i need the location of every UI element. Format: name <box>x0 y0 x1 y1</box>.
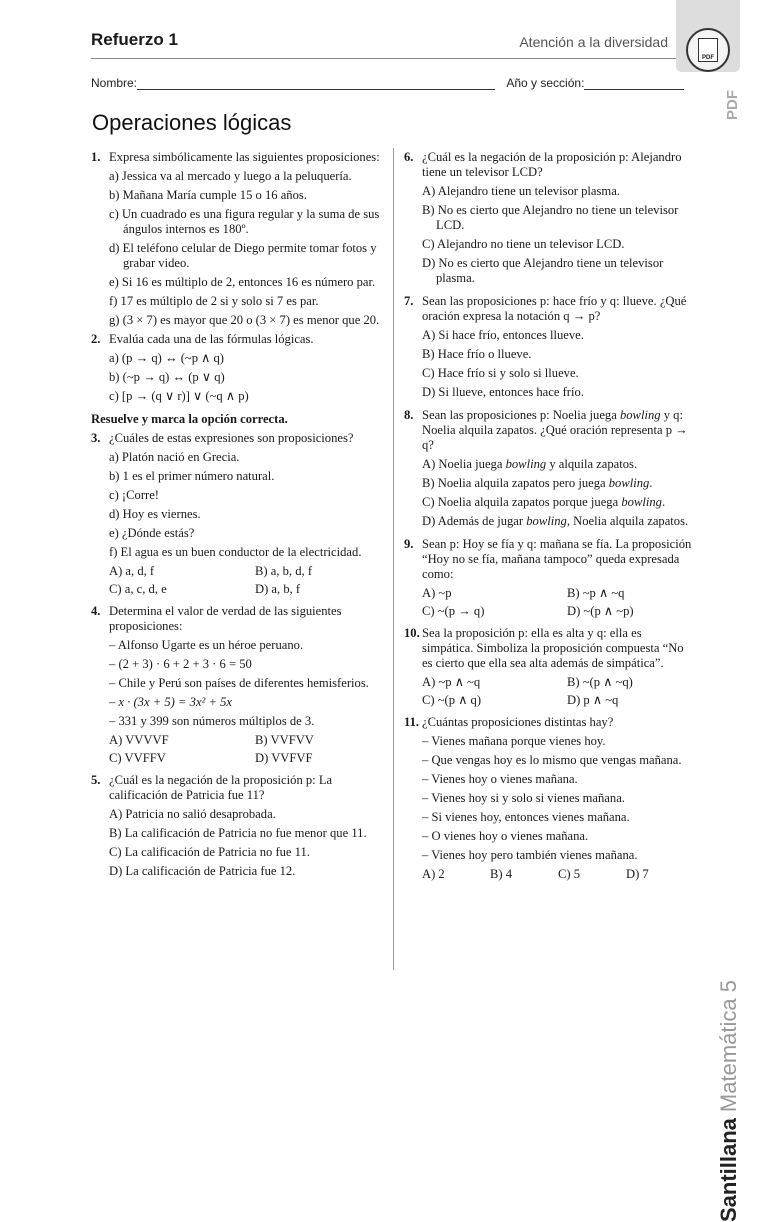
answer-option-b[interactable] <box>404 476 694 491</box>
q1-item-e: e) Si 16 es múltiplo de 2, entonces 16 es número par. <box>109 275 376 289</box>
question-5 <box>91 773 383 803</box>
q1-item-b: b) Mañana María cumple 15 o 16 años. <box>109 188 307 202</box>
header-divider <box>91 58 678 59</box>
question-3 <box>91 431 383 446</box>
q4-item-3: – Chile y Perú son países de diferentes hemisferios. <box>109 676 369 690</box>
q3-item-c: c) ¡Corre! <box>109 488 159 502</box>
brand-name: Santillana <box>716 1118 741 1222</box>
option-text: C) Noelia alquila zapatos porque juega <box>422 495 622 509</box>
answer-option-a[interactable] <box>404 457 694 472</box>
question-number: 9. <box>404 537 414 551</box>
answer-option-a[interactable]: A) Si hace frío, entonces llueve. <box>422 328 584 342</box>
answer-option-d[interactable]: D) ~(p ∧ ~p) <box>567 604 634 618</box>
right-column <box>404 150 694 882</box>
question-text-part: Sean las proposiciones p: Noelia juega <box>422 408 620 422</box>
section-subtitle: Atención a la diversidad <box>519 34 668 50</box>
q4-item-5: – 331 y 399 son números múltiplos de 3. <box>109 714 315 728</box>
answer-option-d[interactable]: D) No es cierto que Alejandro tiene un televisor plasma. <box>422 256 664 285</box>
answer-option-c[interactable] <box>404 495 694 510</box>
q1-item-f: f) 17 es múltiplo de 2 si y solo si 7 es par. <box>109 294 319 308</box>
answer-option-b[interactable]: B) a, b, d, f <box>255 564 313 578</box>
question-text-italic: bowling <box>619 408 661 422</box>
question-7 <box>404 294 694 324</box>
pdf-badge-text: PDF <box>702 55 714 61</box>
name-row <box>91 76 684 90</box>
question-number: 2. <box>91 332 101 346</box>
q11-item-1: – Vienes mañana porque vienes hoy. <box>422 734 606 748</box>
answer-option-b[interactable]: B) Hace frío o llueve. <box>422 347 532 361</box>
q3-item-d: d) Hoy es viernes. <box>109 507 201 521</box>
answer-option-d[interactable] <box>404 514 694 529</box>
question-text: ¿Cuántas proposiciones distintas hay? <box>422 715 614 729</box>
question-number: 10. <box>404 626 420 640</box>
answer-option-c[interactable]: C) La calificación de Patricia no fue 11. <box>109 845 310 859</box>
question-2 <box>91 332 383 347</box>
option-text: . <box>661 495 666 509</box>
question-9 <box>404 537 694 582</box>
q11-item-4: – Vienes hoy si y solo si vienes mañana. <box>422 791 625 805</box>
answer-option-a[interactable]: A) a, d, f <box>109 564 155 578</box>
question-text: Sean p: Hoy se fía y q: mañana se fía. La proposición “Hoy no se fía, mañana tampoco” queda expresada como: <box>422 537 692 581</box>
question-number: 3. <box>91 431 101 445</box>
q2-item-c: c) [p → (q ∨ r)] ∨ (~q ∧ p) <box>109 389 249 403</box>
q3-item-b: b) 1 es el primer número natural. <box>109 469 275 483</box>
q4-answers <box>91 733 383 769</box>
question-text <box>422 408 694 453</box>
answer-option-b[interactable]: B) No es cierto que Alejandro no tiene un televisor LCD. <box>422 203 679 232</box>
q11-item-5: – Si vienes hoy, entonces vienes mañana. <box>422 810 630 824</box>
question-number: 6. <box>404 150 414 164</box>
pdf-document-icon <box>698 38 718 62</box>
answer-option-d[interactable]: D) Si llueve, entonces hace frío. <box>422 385 584 399</box>
q11-item-2: – Que vengas hoy es lo mismo que vengas mañana. <box>422 753 682 767</box>
answer-option-b[interactable]: B) VVFVV <box>255 733 314 747</box>
question-number: 5. <box>91 773 101 787</box>
question-text-part: y q: Noelia alquila zapatos. ¿Qué oración representa p → q? <box>422 408 688 452</box>
answer-option-d[interactable]: D) a, b, f <box>255 582 301 596</box>
pdf-badge-icon[interactable] <box>686 28 730 72</box>
question-6 <box>404 150 694 180</box>
q4-item-2: – (2 + 3) · 6 + 2 + 3 · 6 = 50 <box>109 657 252 671</box>
name-label: Nombre: <box>91 76 138 90</box>
answer-option-a[interactable]: A) 2 <box>422 867 445 881</box>
q4-item-1: – Alfonso Ugarte es un héroe peruano. <box>109 638 304 652</box>
option-text: B) Noelia alquila zapatos pero juega <box>422 476 609 490</box>
answer-option-b[interactable]: B) ~p ∧ ~q <box>567 586 625 600</box>
q3-item-a: a) Platón nació en Grecia. <box>109 450 240 464</box>
question-text: ¿Cuáles de estas expresiones son proposiciones? <box>109 431 354 445</box>
answer-option-a[interactable]: A) Alejandro tiene un televisor plasma. <box>422 184 620 198</box>
answer-option-c[interactable]: C) Hace frío si y solo si llueve. <box>422 366 579 380</box>
question-10 <box>404 626 694 671</box>
option-text: D) Además de jugar <box>422 514 527 528</box>
answer-option-a[interactable]: A) ~p ∧ ~q <box>422 675 481 689</box>
answer-option-c[interactable]: C) ~(p → q) <box>422 604 485 618</box>
question-text: ¿Cuál es la negación de la proposición p: La calificación de Patricia fue 11? <box>109 773 333 802</box>
q2-item-b: b) (~p → q) ↔ (p ∨ q) <box>109 370 225 384</box>
question-text: Expresa simbólicamente las siguientes proposiciones: <box>109 150 380 164</box>
publisher-brand <box>716 962 742 1222</box>
option-text-italic: bowling <box>505 457 547 471</box>
q11-item-7: – Vienes hoy pero también vienes mañana. <box>422 848 638 862</box>
answer-option-c[interactable]: C) a, c, d, e <box>109 582 167 596</box>
question-4 <box>91 604 383 634</box>
answer-option-d[interactable]: D) VVFVF <box>255 751 313 765</box>
answer-option-a[interactable]: A) ~p <box>422 586 452 600</box>
pdf-label: PDF <box>724 90 741 120</box>
answer-option-b[interactable]: B) La calificación de Patricia no fue menor que 11. <box>109 826 367 840</box>
q2-item-a: a) (p → q) ↔ (~p ∧ q) <box>109 351 225 365</box>
q3-answers <box>91 564 383 600</box>
q3-item-f: f) El agua es un buen conductor de la electricidad. <box>109 545 362 559</box>
left-column <box>91 150 383 879</box>
q9-answers <box>404 586 694 622</box>
q11-item-6: – O vienes hoy o vienes mañana. <box>422 829 589 843</box>
q1-item-g: g) (3 × 7) es mayor que 20 o (3 × 7) es menor que 20. <box>109 313 380 327</box>
question-text: Evalúa cada una de las fórmulas lógicas. <box>109 332 314 346</box>
question-text: Sean las proposiciones p: hace frío y q: llueve. ¿Qué oración expresa la notación q → p? <box>422 294 687 323</box>
option-text-italic: bowling <box>608 476 650 490</box>
q11-item-3: – Vienes hoy o vienes mañana. <box>422 772 578 786</box>
question-number: 4. <box>91 604 101 618</box>
answer-option-b[interactable]: B) ~(p ∧ ~q) <box>567 675 633 689</box>
column-divider <box>393 148 394 970</box>
section-heading: Resuelve y marca la opción correcta. <box>91 412 288 426</box>
q1-item-a: a) Jessica va al mercado y luego a la peluquería. <box>109 169 352 183</box>
answer-option-d[interactable]: D) p ∧ ~q <box>567 693 619 707</box>
question-8 <box>404 408 694 453</box>
q11-answers <box>404 867 694 882</box>
question-text: Sea la proposición p: ella es alta y q: ella es simpática. Simboliza la proposición compuesta “No es cierto que ella sea alta además de simpática”. <box>422 626 684 670</box>
question-number: 8. <box>404 408 414 422</box>
answer-option-a[interactable]: A) Patricia no salió desaprobada. <box>109 807 276 821</box>
page-title: Operaciones lógicas <box>92 110 292 135</box>
question-number: 7. <box>404 294 414 308</box>
section-field[interactable] <box>584 77 684 90</box>
question-text: ¿Cuál es la negación de la proposición p: Alejandro tiene un televisor LCD? <box>422 150 682 179</box>
brand-subject: Matemática 5 <box>716 980 741 1113</box>
name-field[interactable] <box>137 77 495 90</box>
answer-option-b[interactable]: B) 4 <box>490 867 513 881</box>
option-text: , Noelia alquila zapatos. <box>566 514 689 528</box>
section-label: Año y sección: <box>506 76 585 90</box>
q1-item-c: c) Un cuadrado es una figura regular y la suma de sus ángulos internos es 180º. <box>109 207 380 236</box>
q1-item-d: d) El teléfono celular de Diego permite tomar fotos y grabar video. <box>109 241 377 270</box>
answer-option-c[interactable]: C) 5 <box>558 867 581 881</box>
answer-option-d[interactable]: D) 7 <box>626 867 649 881</box>
option-text: . <box>649 476 653 490</box>
option-text: y alquila zapatos. <box>546 457 638 471</box>
question-number: 11. <box>404 715 420 729</box>
question-text: Determina el valor de verdad de las siguientes proposiciones: <box>109 604 342 633</box>
question-1 <box>91 150 383 165</box>
answer-option-a[interactable]: A) VVVVF <box>109 733 169 747</box>
q4-item-4: – x · (3x + 5) = 3x² + 5x <box>109 695 232 709</box>
question-11 <box>404 715 694 730</box>
option-text: A) Noelia juega <box>422 457 506 471</box>
q10-answers <box>404 675 694 711</box>
answer-option-d[interactable]: D) La calificación de Patricia fue 12. <box>109 864 296 878</box>
q3-item-e: e) ¿Dónde estás? <box>109 526 195 540</box>
option-text-italic: bowling <box>526 514 567 528</box>
question-number: 1. <box>91 150 101 164</box>
answer-option-c[interactable]: C) ~(p ∧ q) <box>422 693 482 707</box>
worksheet-title: Refuerzo 1 <box>91 30 178 49</box>
answer-option-c[interactable]: C) VVFFV <box>109 751 166 765</box>
answer-option-c[interactable]: C) Alejandro no tiene un televisor LCD. <box>422 237 625 251</box>
option-text-italic: bowling <box>621 495 662 509</box>
